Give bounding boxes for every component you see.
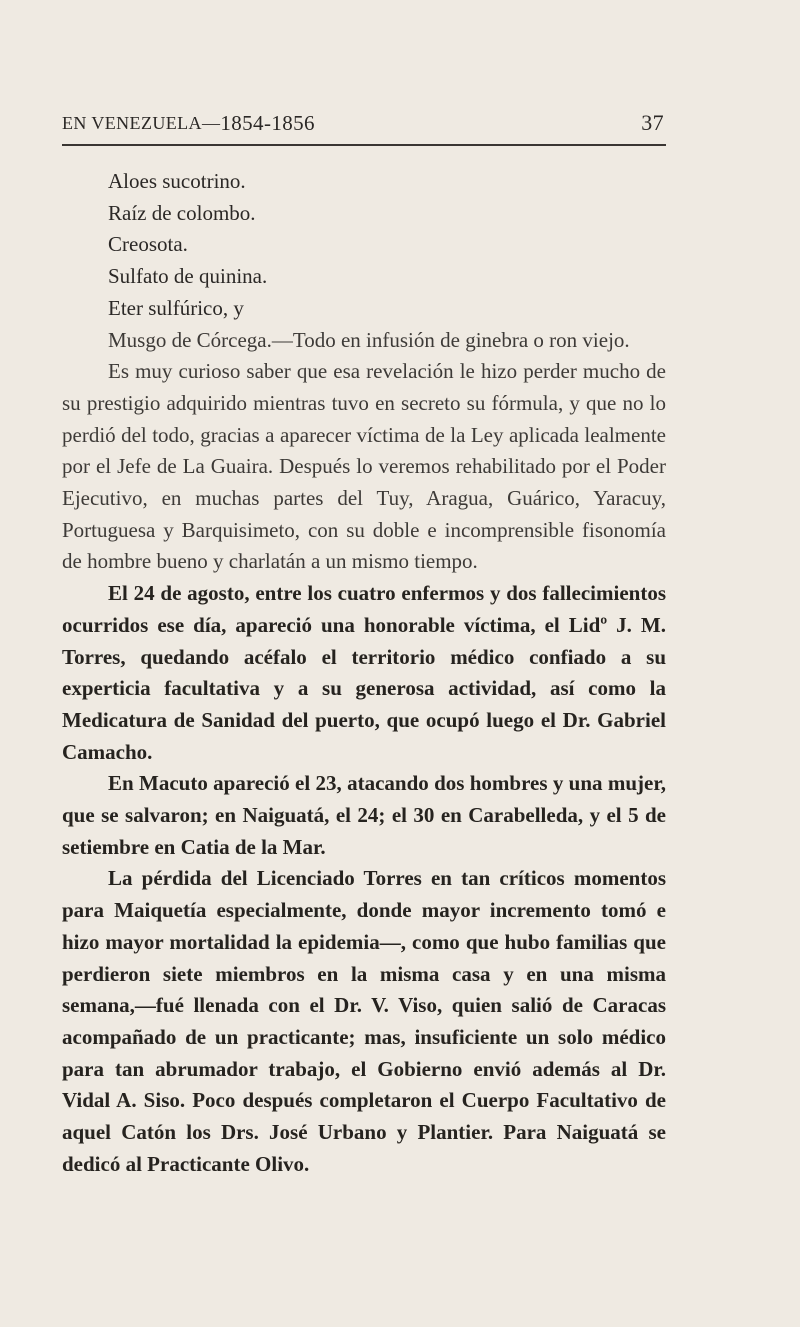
paragraph: Musgo de Córcega.—Todo en infusión de ginebra o ron viejo. — [108, 327, 630, 352]
running-head — [62, 110, 666, 140]
paragraph: La pérdida del Licenciado Torres en tan críticos momentos para Maiquetía especialmente, donde mayor incremento tomó e hizo mayor mortalidad la epidemia—, como que hubo familias que perdieron siete miembros en la misma casa y en una misma semana,—fué llenada con el Dr. V. Viso, quien salió de Caracas acompañado de un practicante; mas, insuficiente un solo médico para tan abrumador trabajo, el Gobierno envió además al Dr. Vidal A. Siso. Poco después completaron el Cuerpo Facultativo de aquel Catón los Drs. José Urbano y Plantier. Para Naiguatá se dedicó al Practicante Olivo. — [62, 866, 666, 1176]
paragraph: El 24 de agosto, entre los cuatro enfermos y dos fallecimientos ocurridos ese día, apareció una honorable víctima, el Lidº J. M. Torres, quedando acéfalo el territorio médico confiado a su experticia facultativa y a su generosa actividad, así como la Medicatura de Sanidad del puerto, que ocupó luego el Dr. Gabriel Camacho. — [62, 581, 666, 764]
list-item: Aloes sucotrino. — [108, 169, 246, 193]
list-item: Eter sulfúrico, y — [108, 295, 244, 320]
running-head-title — [62, 110, 315, 135]
paragraph: Es muy curioso saber que esa revelación le hizo perder mucho de su prestigio adquirido mientras tuvo en secreto su fórmula, y que no lo perdió del todo, gracias a aparecer víctima de la Ley aplicada lealmente por el Jefe de La Guaira. Después lo veremos rehabilitado por el Poder Ejecutivo, en muchas partes del Tuy, Aragua, Guárico, Yaracuy, Portuguesa y Barquisimeto, con su doble e incomprensible fisonomía de hombre bueno y charlatán a un mismo tiempo. — [62, 359, 666, 574]
body-text — [62, 166, 666, 1181]
list-item: Raíz de colombo. — [108, 200, 256, 225]
page-number: 37 — [641, 110, 664, 135]
header-rule — [62, 144, 666, 146]
paragraph: En Macuto apareció el 23, atacando dos hombres y una mujer, que se salvaron; en Naiguatá, el 24; el 30 en Carabelleda, y el 5 de setiembre en Catia de la Mar. — [62, 771, 666, 859]
list-item: Sulfato de quinina. — [108, 264, 268, 289]
book-page — [62, 110, 666, 1181]
running-head-years: 1854-1856 — [220, 111, 315, 135]
list-item: Creosota. — [108, 232, 188, 257]
running-head-prefix: EN VENEZUELA— — [62, 113, 221, 133]
